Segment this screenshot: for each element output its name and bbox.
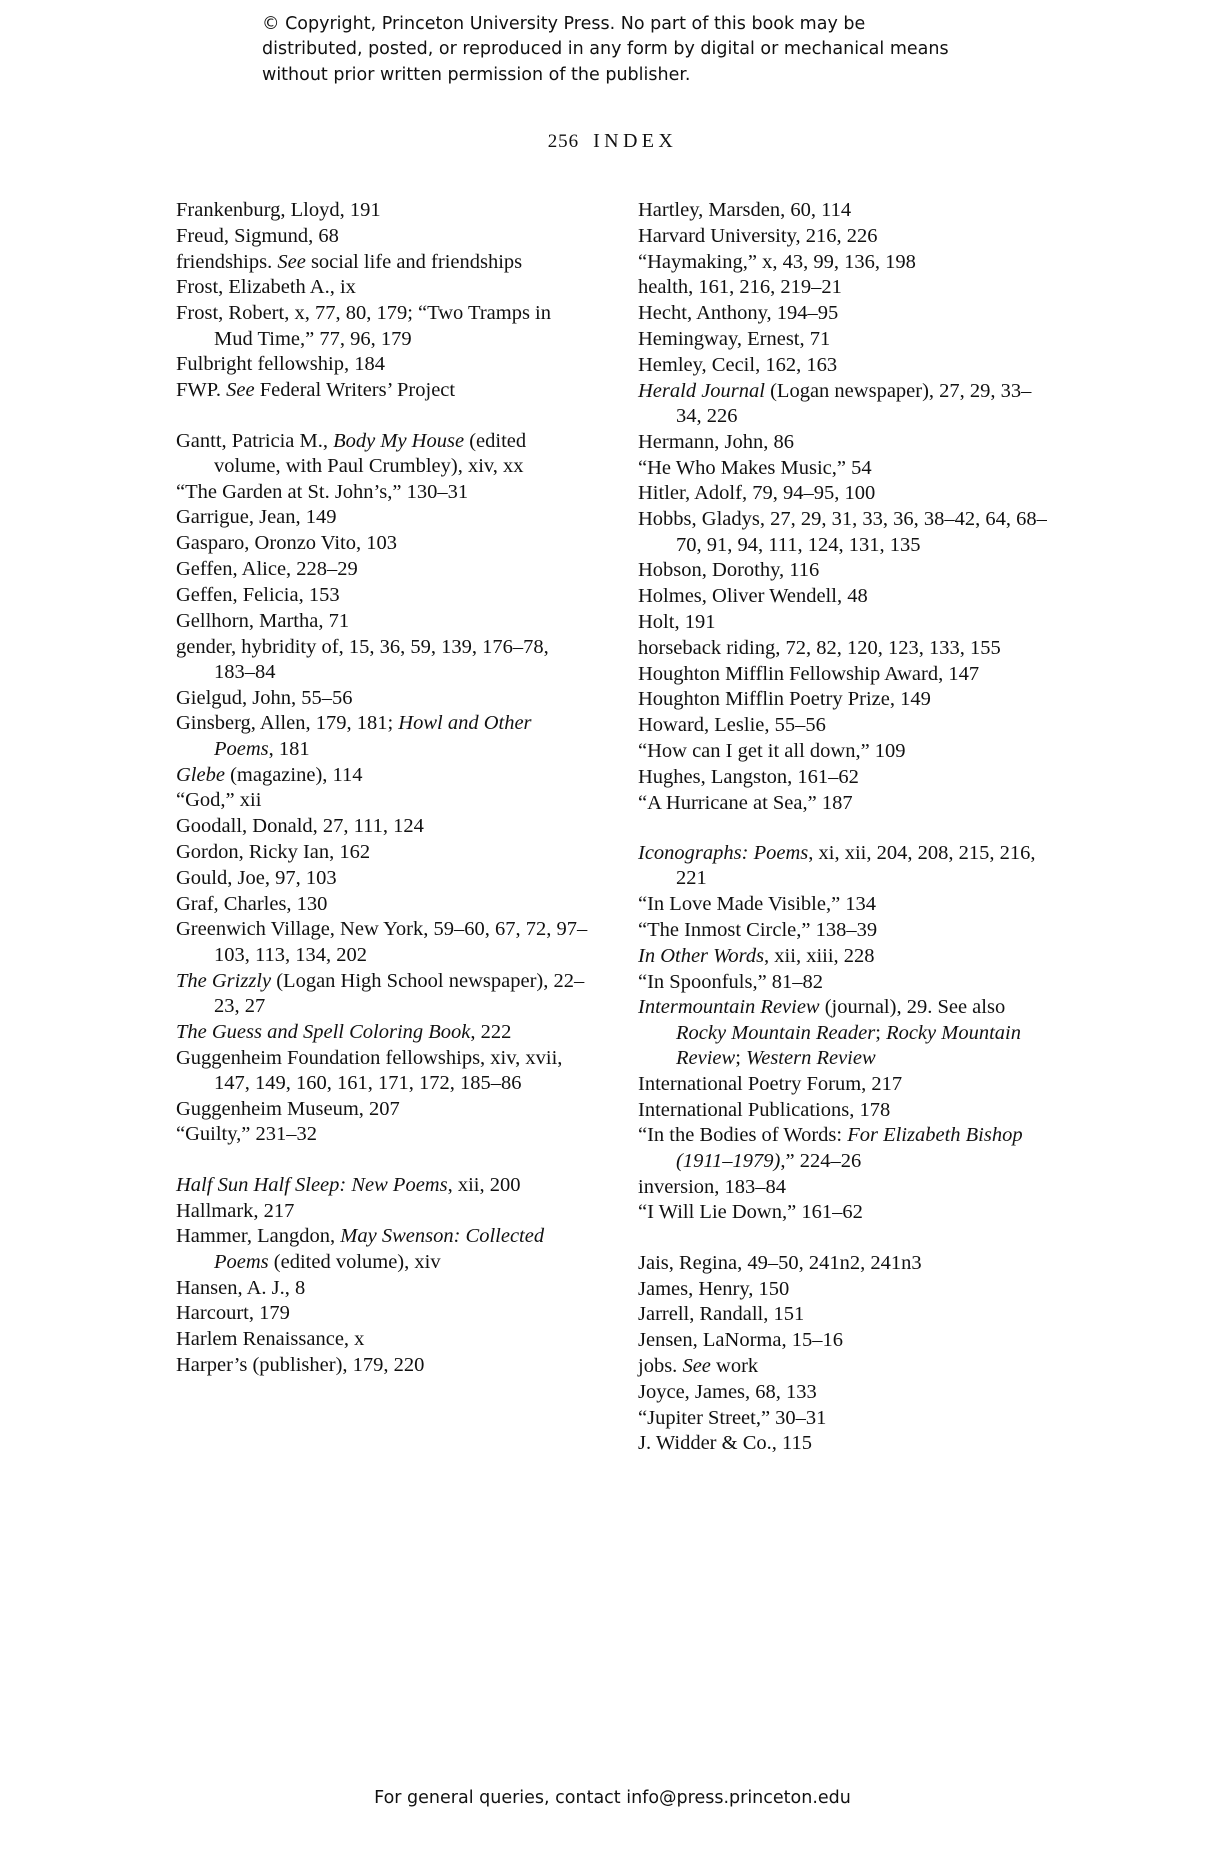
index-entry: Hobbs, Gladys, 27, 29, 31, 33, 36, 38–42, 64, 68–70, 91, 94, 111, 124, 131, 135 (638, 508, 1047, 556)
index-entry: Graf, Charles, 130 (176, 892, 328, 915)
index-column-right (638, 198, 1056, 1457)
index-entry: Intermountain Review (journal), 29. See also Rocky Mountain Reader; Rocky Mountain Review; Western Review (638, 996, 1021, 1069)
index-entry: “The Garden at St. John’s,” 130–31 (176, 480, 469, 503)
index-entry: Garrigue, Jean, 149 (176, 506, 337, 529)
index-entry: Gordon, Ricky Ian, 162 (176, 841, 371, 863)
index-entry: Gielgud, John, 55–56 (176, 686, 353, 709)
index-entry: inversion, 183–84 (638, 1175, 787, 1198)
index-entry: Guggenheim Foundation fellowships, xiv, xvii, 147, 149, 160, 161, 171, 172, 185–86 (176, 1046, 563, 1094)
index-entry: Guggenheim Museum, 207 (176, 1097, 400, 1120)
index-entry: James, Henry, 150 (638, 1277, 790, 1300)
index-entry: Harlem Renaissance, x (176, 1328, 365, 1351)
index-entry: Holt, 191 (638, 611, 716, 633)
index-entry: Hughes, Langston, 161–62 (638, 765, 859, 788)
index-entry: “Guilty,” 231–32 (176, 1123, 318, 1146)
index-entry: Hermann, John, 86 (638, 430, 795, 453)
index-entry: Hecht, Anthony, 194–95 (638, 302, 839, 325)
running-head (0, 130, 1225, 153)
index-entry: “In the Bodies of Words: For Elizabeth Bishop (1911–1979),” 224–26 (638, 1124, 1023, 1172)
index-columns (176, 198, 1056, 1457)
index-entry: The Guess and Spell Coloring Book, 222 (176, 1020, 512, 1043)
footer-notice: For general queries, contact info@press.princeton.edu (374, 1788, 851, 1808)
index-entry: Hammer, Langdon, May Swenson: Collected Poems (edited volume), xiv (176, 1225, 545, 1273)
index-entry: horseback riding, 72, 82, 120, 123, 133, 155 (638, 636, 1001, 659)
index-entry: Frost, Elizabeth A., ix (176, 276, 356, 299)
index-entry: Harvard University, 216, 226 (638, 224, 878, 247)
index-entry: “In Spoonfuls,” 81–82 (638, 970, 824, 993)
index-entry: “How can I get it all down,” 109 (638, 740, 906, 763)
index-entry: “A Hurricane at Sea,” 187 (638, 791, 853, 814)
index-entry: Joyce, James, 68, 133 (638, 1380, 817, 1403)
index-entry: Houghton Mifflin Poetry Prize, 149 (638, 688, 931, 711)
index-entry: Hansen, A. J., 8 (176, 1276, 306, 1299)
index-entry: Hobson, Dorothy, 116 (638, 559, 820, 582)
index-entry: Hartley, Marsden, 60, 114 (638, 199, 852, 221)
index-entry: Frost, Robert, x, 77, 80, 179; “Two Tramps in Mud Time,” 77, 96, 179 (176, 302, 551, 350)
copyright-notice: © Copyright, Princeton University Press. No part of this book may be distributed, posted, or reproduced in any form by digital or mechanical means without prior written permission of the publisher. (262, 14, 949, 85)
index-entry: Jais, Regina, 49–50, 241n2, 241n3 (638, 1251, 922, 1274)
index-entry: Jensen, LaNorma, 15–16 (638, 1329, 843, 1352)
index-entry: “I Will Lie Down,” 161–62 (638, 1201, 863, 1224)
index-entry: friendships. See social life and friendships (176, 250, 523, 273)
index-entry: “Haymaking,” x, 43, 99, 136, 198 (638, 250, 916, 273)
index-entry: Goodall, Donald, 27, 111, 124 (176, 815, 424, 838)
index-entry: In Other Words, xii, xiii, 228 (638, 944, 875, 967)
index-entry: The Grizzly (Logan High School newspaper), 22–23, 27 (176, 969, 585, 1017)
index-column-left (176, 198, 594, 1457)
index-entry: FWP. See Federal Writers’ Project (176, 379, 456, 402)
index-entry: Hitler, Adolf, 79, 94–95, 100 (638, 482, 876, 505)
index-entry: “God,” xii (176, 789, 262, 812)
index-entry: Gasparo, Oronzo Vito, 103 (176, 532, 398, 555)
index-entry: Greenwich Village, New York, 59–60, 67, 72, 97–103, 113, 134, 202 (176, 918, 588, 966)
index-entry: “He Who Makes Music,” 54 (638, 456, 872, 479)
index-entry: International Publications, 178 (638, 1098, 891, 1121)
index-entry: Iconographs: Poems, xi, xii, 204, 208, 215, 216, 221 (638, 842, 1036, 890)
index-entry: “In Love Made Visible,” 134 (638, 893, 877, 916)
index-entry: Freud, Sigmund, 68 (176, 224, 339, 247)
index-entry: International Poetry Forum, 217 (638, 1072, 903, 1095)
index-entry: Holmes, Oliver Wendell, 48 (638, 585, 868, 608)
index-entry: jobs. See work (638, 1354, 759, 1377)
index-entry: J. Widder & Co., 115 (638, 1432, 812, 1455)
index-entry: Howard, Leslie, 55–56 (638, 714, 826, 737)
index-entry: “Jupiter Street,” 30–31 (638, 1406, 827, 1429)
index-entry: Glebe (magazine), 114 (176, 763, 363, 786)
index-entry: gender, hybridity of, 15, 36, 59, 139, 176–78, 183–84 (176, 635, 549, 683)
running-head-label: INDEX (593, 130, 678, 152)
index-entry: Gantt, Patricia M., Body My House (edited volume, with Paul Crumbley), xiv, xx (176, 429, 527, 477)
index-entry: Hallmark, 217 (176, 1199, 295, 1222)
index-entry: Ginsberg, Allen, 179, 181; Howl and Other Poems, 181 (176, 712, 532, 760)
index-entry: Geffen, Felicia, 153 (176, 583, 340, 606)
index-entry: Houghton Mifflin Fellowship Award, 147 (638, 662, 980, 685)
index-entry: Half Sun Half Sleep: New Poems, xii, 200 (176, 1173, 521, 1196)
index-entry: Hemley, Cecil, 162, 163 (638, 353, 838, 376)
index-entry: Frankenburg, Lloyd, 191 (176, 199, 381, 221)
index-entry: “The Inmost Circle,” 138–39 (638, 918, 878, 941)
index-entry: Gellhorn, Martha, 71 (176, 609, 350, 632)
index-entry: Hemingway, Ernest, 71 (638, 328, 831, 351)
page-number: 256 (547, 131, 580, 152)
index-entry: Harcourt, 179 (176, 1302, 290, 1325)
index-entry: Gould, Joe, 97, 103 (176, 866, 337, 889)
index-entry: Jarrell, Randall, 151 (638, 1303, 805, 1326)
index-entry: Herald Journal (Logan newspaper), 27, 29, 33–34, 226 (638, 379, 1032, 427)
index-entry: Harper’s (publisher), 179, 220 (176, 1353, 425, 1376)
index-entry: Fulbright fellowship, 184 (176, 353, 385, 376)
index-entry: health, 161, 216, 219–21 (638, 276, 842, 299)
index-entry: Geffen, Alice, 228–29 (176, 558, 358, 581)
